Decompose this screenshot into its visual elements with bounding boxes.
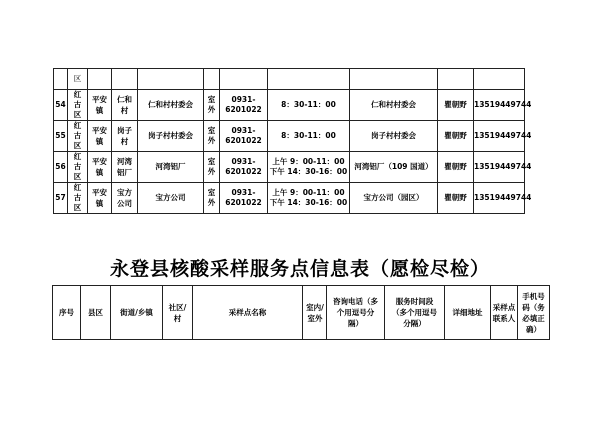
cell-contact: 瞿朝野 bbox=[438, 183, 474, 214]
cell-village: 河湾铝厂 bbox=[112, 152, 138, 183]
cell-no: 55 bbox=[54, 121, 68, 152]
header-contact: 采样点联系人 bbox=[491, 286, 518, 340]
cell-time: 上午 9：00-11：00 下午 14：30-16：00 bbox=[268, 152, 350, 183]
header-mobile: 手机号码（务必填正确） bbox=[518, 286, 550, 340]
header-district: 县区 bbox=[81, 286, 111, 340]
cell-town: 平安镇 bbox=[88, 152, 112, 183]
section-title: 永登县核酸采样服务点信息表（愿检尽检） bbox=[109, 258, 490, 280]
header-time: 服务时间段（多个用逗号分隔） bbox=[385, 286, 445, 340]
cell-town: 平安镇 bbox=[88, 90, 112, 121]
continuation-row bbox=[54, 69, 525, 90]
cell-phone: 0931-6201022 bbox=[220, 121, 268, 152]
header-no: 序号 bbox=[53, 286, 81, 340]
cell-time: 8：30-11：00 bbox=[268, 121, 350, 152]
cell-site: 河湾铝厂 bbox=[138, 152, 204, 183]
table-row bbox=[54, 90, 525, 121]
cell-town: 平安镇 bbox=[88, 183, 112, 214]
cell-no: 56 bbox=[54, 152, 68, 183]
cell-village: 岗子村 bbox=[112, 121, 138, 152]
cell-phone: 0931-6201022 bbox=[220, 152, 268, 183]
header-phone: 咨询电话（多个用逗号分隔） bbox=[327, 286, 385, 340]
cell-district: 红古区 bbox=[68, 90, 88, 121]
cell-no: 57 bbox=[54, 183, 68, 214]
cell-io: 室外 bbox=[204, 90, 220, 121]
header-address: 详细地址 bbox=[445, 286, 491, 340]
header-io: 室内/室外 bbox=[303, 286, 327, 340]
cell-district: 红古区 bbox=[68, 152, 88, 183]
sampling-sites-header-table bbox=[52, 285, 550, 340]
cell-contact: 瞿朝野 bbox=[438, 121, 474, 152]
cell-no bbox=[54, 69, 68, 90]
cell-district: 红古区 bbox=[68, 183, 88, 214]
cell-contact: 瞿朝野 bbox=[438, 90, 474, 121]
header-village: 社区/村 bbox=[163, 286, 193, 340]
cell-time: 8：30-11：00 bbox=[268, 90, 350, 121]
cell-village: 宝方公司 bbox=[112, 183, 138, 214]
sampling-sites-table-continued bbox=[53, 68, 532, 214]
table-row bbox=[54, 183, 525, 214]
header-site: 采样点名称 bbox=[193, 286, 303, 340]
cell-site: 仁和村村委会 bbox=[138, 90, 204, 121]
cell-io: 室外 bbox=[204, 183, 220, 214]
cell-mobile: 13519449744 bbox=[474, 90, 525, 121]
cell-district: 区 bbox=[68, 69, 88, 90]
cell-mobile: 13519449744 bbox=[474, 121, 525, 152]
cell-mobile: 13519449744 bbox=[474, 183, 525, 214]
cell-address: 河湾铝厂（109 国道） bbox=[350, 152, 438, 183]
cell-district: 红古区 bbox=[68, 121, 88, 152]
cell-village: 仁和村 bbox=[112, 90, 138, 121]
header-town: 街道/乡镇 bbox=[111, 286, 163, 340]
cell-address: 宝方公司（园区） bbox=[350, 183, 438, 214]
cell-site: 宝方公司 bbox=[138, 183, 204, 214]
cell-time: 上午 9：00-11：00 下午 14：30-16：00 bbox=[268, 183, 350, 214]
cell-phone: 0931-6201022 bbox=[220, 90, 268, 121]
cell-phone: 0931-6201022 bbox=[220, 183, 268, 214]
table-row bbox=[54, 152, 525, 183]
header-row bbox=[53, 286, 550, 340]
cell-io: 室外 bbox=[204, 121, 220, 152]
cell-town: 平安镇 bbox=[88, 121, 112, 152]
cell-no: 54 bbox=[54, 90, 68, 121]
table-row bbox=[54, 121, 525, 152]
cell-address: 岗子村村委会 bbox=[350, 121, 438, 152]
cell-address: 仁和村村委会 bbox=[350, 90, 438, 121]
cell-site: 岗子村村委会 bbox=[138, 121, 204, 152]
cell-io: 室外 bbox=[204, 152, 220, 183]
cell-mobile: 13519449744 bbox=[474, 152, 525, 183]
cell-contact: 瞿朝野 bbox=[438, 152, 474, 183]
